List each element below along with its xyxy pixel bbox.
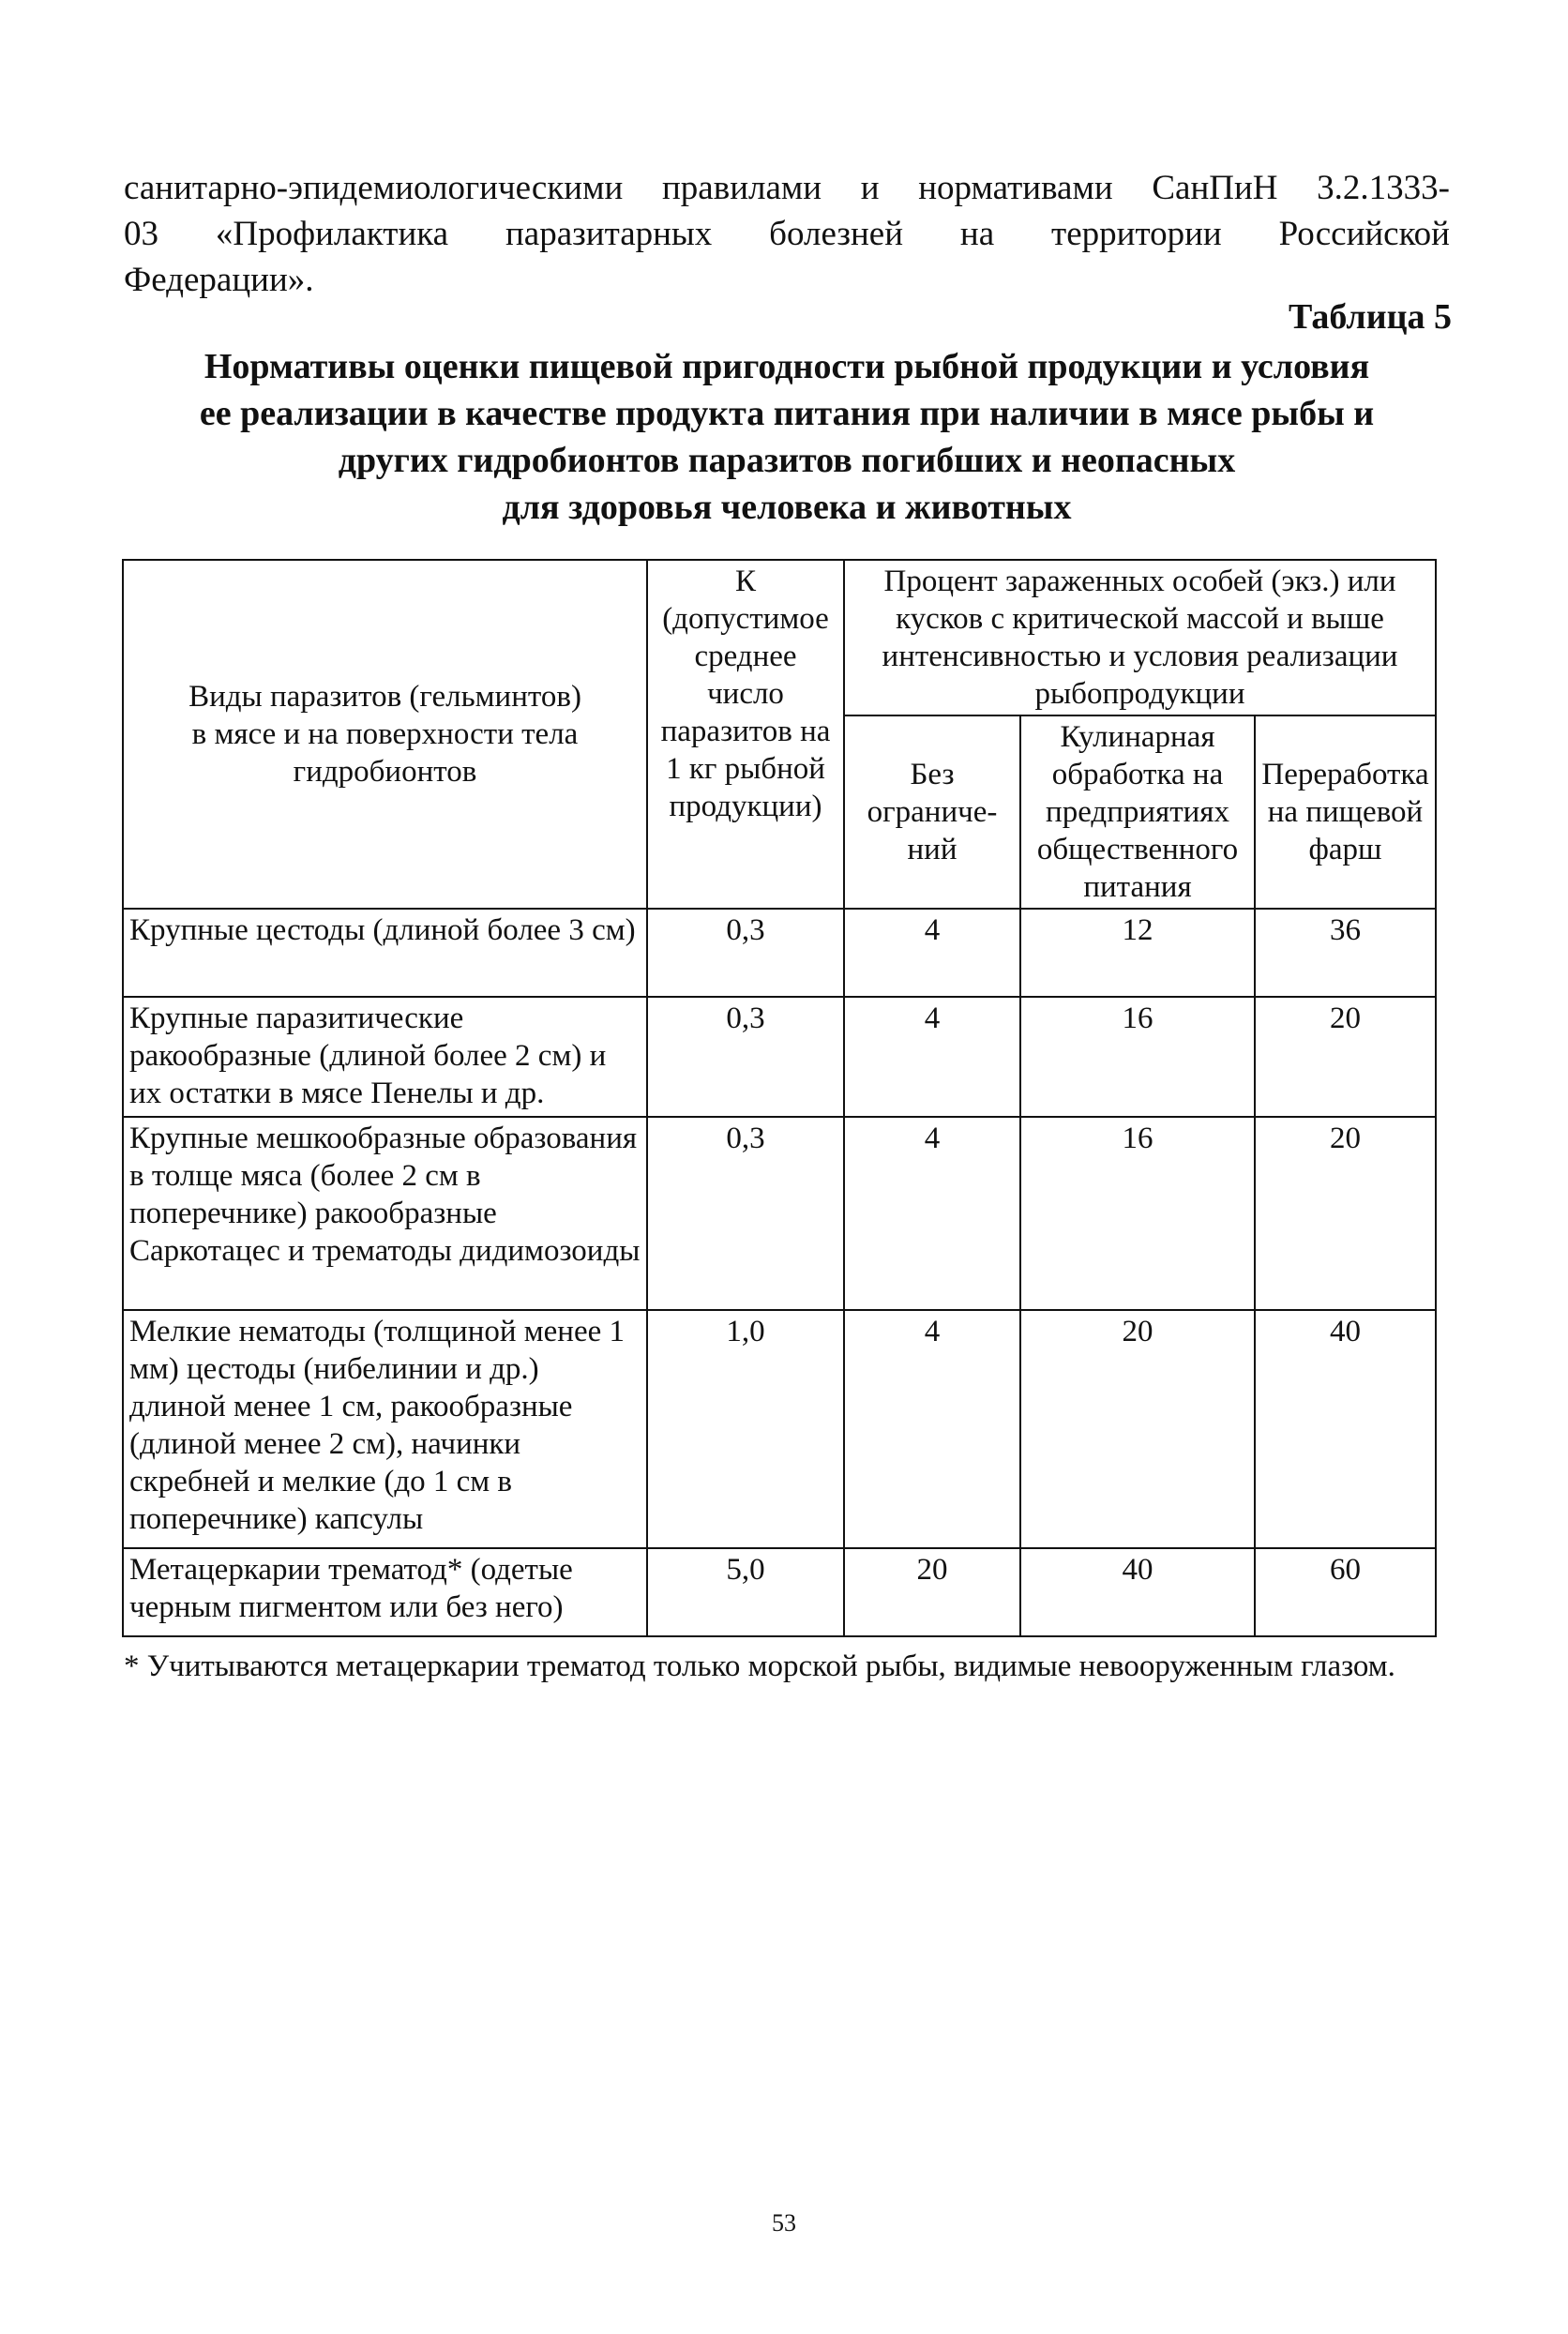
table-heading	[124, 343, 1450, 531]
cell-culinary: 16	[1020, 1117, 1255, 1310]
cell-culinary: 12	[1020, 909, 1255, 997]
cell-culinary: 40	[1020, 1548, 1255, 1636]
cell-no-limits: 4	[844, 1310, 1020, 1548]
cell-culinary: 16	[1020, 997, 1255, 1117]
cell-no-limits: 20	[844, 1548, 1020, 1636]
intro-line: Федерации».	[124, 261, 314, 299]
norms-table	[122, 559, 1437, 1637]
header-k: К (допустимое среднее число паразитов на 1 кг рыбной продукции)	[647, 560, 844, 909]
cell-mince: 36	[1255, 909, 1436, 997]
table-row	[123, 997, 1436, 1117]
cell-k: 0,3	[647, 997, 844, 1117]
table-label: Таблица 5	[1288, 297, 1452, 337]
cell-mince: 20	[1255, 997, 1436, 1117]
cell-species: Крупные паразитические ракообразные (длиной более 2 см) и их остатки в мясе Пенелы и др.	[123, 997, 647, 1117]
header-no-limits: Без ограниче- ний	[844, 715, 1020, 909]
heading-line: для здоровья человека и животных	[502, 488, 1072, 527]
heading-line: Нормативы оценки пищевой пригодности рыбной продукции и условия	[204, 347, 1370, 386]
cell-k: 1,0	[647, 1310, 844, 1548]
table-footnote: * Учитываются метацеркарии трематод только морской рыбы, видимые невооруженным глазом.	[124, 1649, 1395, 1683]
header-mince: Переработка на пищевой фарш	[1255, 715, 1436, 909]
cell-species: Мелкие нематоды (толщиной менее 1 мм) цестоды (нибелинии и др.) длиной менее 1 см, ракообразные (длиной менее 2 см), начинки скребней и мелкие (до 1 см в поперечнике) капсулы	[123, 1310, 647, 1548]
table-row	[123, 909, 1436, 997]
cell-no-limits: 4	[844, 997, 1020, 1117]
heading-line: ее реализации в качестве продукта питания при наличии в мясе рыбы и	[199, 394, 1375, 433]
header-culinary: Кулинарная обработка на предприятиях общественного питания	[1020, 715, 1255, 909]
intro-paragraph	[124, 165, 1450, 303]
cell-k: 0,3	[647, 909, 844, 997]
cell-mince: 20	[1255, 1117, 1436, 1310]
header-infection-percent: Процент зараженных особей (экз.) или кусков с критической массой и выше интенсивностью и условия реализации рыбопродукции	[844, 560, 1436, 715]
cell-species: Крупные мешкообразные образования в толще мяса (более 2 см в поперечнике) ракообразные Саркотацес и трематоды дидимозоиды	[123, 1117, 647, 1310]
cell-species: Крупные цестоды (длиной более 3 см)	[123, 909, 647, 997]
heading-line: других гидробионтов паразитов погибших и неопасных	[338, 441, 1236, 480]
cell-k: 5,0	[647, 1548, 844, 1636]
header-species: Виды паразитов (гельминтов) в мясе и на поверхности тела гидробионтов	[123, 560, 647, 909]
table-row	[123, 1117, 1436, 1310]
cell-mince: 40	[1255, 1310, 1436, 1548]
table-row	[123, 1548, 1436, 1636]
intro-line: 03 «Профилактика паразитарных болезней на территории Российской	[124, 215, 1450, 253]
intro-line: санитарно-эпидемиологическими правилами и нормативами СанПиН 3.2.1333-	[124, 169, 1450, 207]
cell-mince: 60	[1255, 1548, 1436, 1636]
cell-culinary: 20	[1020, 1310, 1255, 1548]
cell-no-limits: 4	[844, 909, 1020, 997]
table-row	[123, 1310, 1436, 1548]
cell-species: Метацеркарии трематод* (одетые черным пигментом или без него)	[123, 1548, 647, 1636]
table-header-row	[123, 560, 1436, 715]
cell-no-limits: 4	[844, 1117, 1020, 1310]
page-number: 53	[772, 2209, 796, 2236]
cell-k: 0,3	[647, 1117, 844, 1310]
